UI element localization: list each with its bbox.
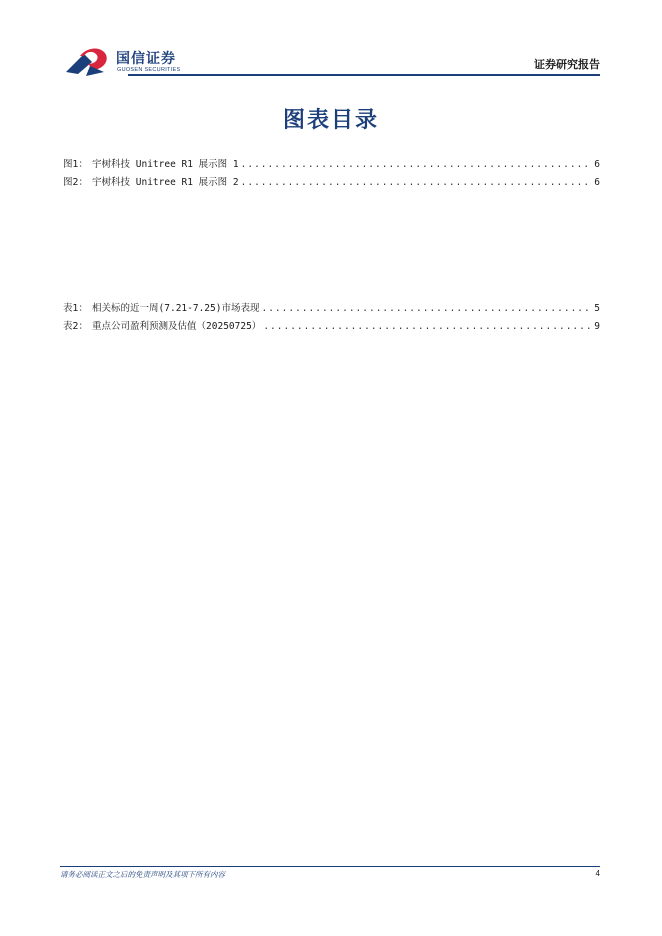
footer-disclaimer: 请务必阅读正文之后的免责声明及其项下所有内容 xyxy=(60,870,225,879)
logo-chinese-name: 国信证券 xyxy=(116,51,176,67)
toc-entry-label: 表1： xyxy=(63,303,89,314)
page-title: 图表目录 xyxy=(282,108,379,133)
dot-leader xyxy=(263,318,590,336)
dot-leader xyxy=(261,300,590,318)
toc-entry-table-2[interactable] xyxy=(63,318,600,336)
header-divider xyxy=(128,74,600,76)
toc-entry-table-1[interactable] xyxy=(63,300,600,318)
toc-entry-title: 重点公司盈利预测及估值（20250725） xyxy=(92,321,262,332)
page-header xyxy=(60,44,600,78)
footer-page-number: 4 xyxy=(595,869,600,878)
footer-divider xyxy=(60,866,600,867)
table-list xyxy=(63,300,600,336)
dot-leader xyxy=(241,156,590,174)
toc-entry-title: 宇树科技 Unitree R1 展示图 2 xyxy=(92,177,239,188)
guosen-logo-mark-icon xyxy=(64,46,112,78)
logo-english-name: GUOSEN SECURITIES xyxy=(117,67,181,73)
toc-entry-label: 图2： xyxy=(63,177,89,188)
dot-leader xyxy=(241,174,590,192)
toc-entry-title: 相关标的近一周(7.21-7.25)市场表现 xyxy=(92,303,260,314)
report-type-label: 证券研究报告 xyxy=(534,58,600,71)
toc-entry-figure-2[interactable] xyxy=(63,174,600,192)
toc-entry-page: 6 xyxy=(594,177,600,188)
toc-entry-page: 5 xyxy=(594,303,600,314)
toc-entry-title: 宇树科技 Unitree R1 展示图 1 xyxy=(92,159,239,170)
toc-entry-page: 9 xyxy=(594,321,600,332)
toc-entry-figure-1[interactable] xyxy=(63,156,600,174)
figure-list xyxy=(63,156,600,192)
toc-entry-page: 6 xyxy=(594,159,600,170)
toc-entry-label: 表2： xyxy=(63,321,89,332)
toc-entry-label: 图1： xyxy=(63,159,89,170)
